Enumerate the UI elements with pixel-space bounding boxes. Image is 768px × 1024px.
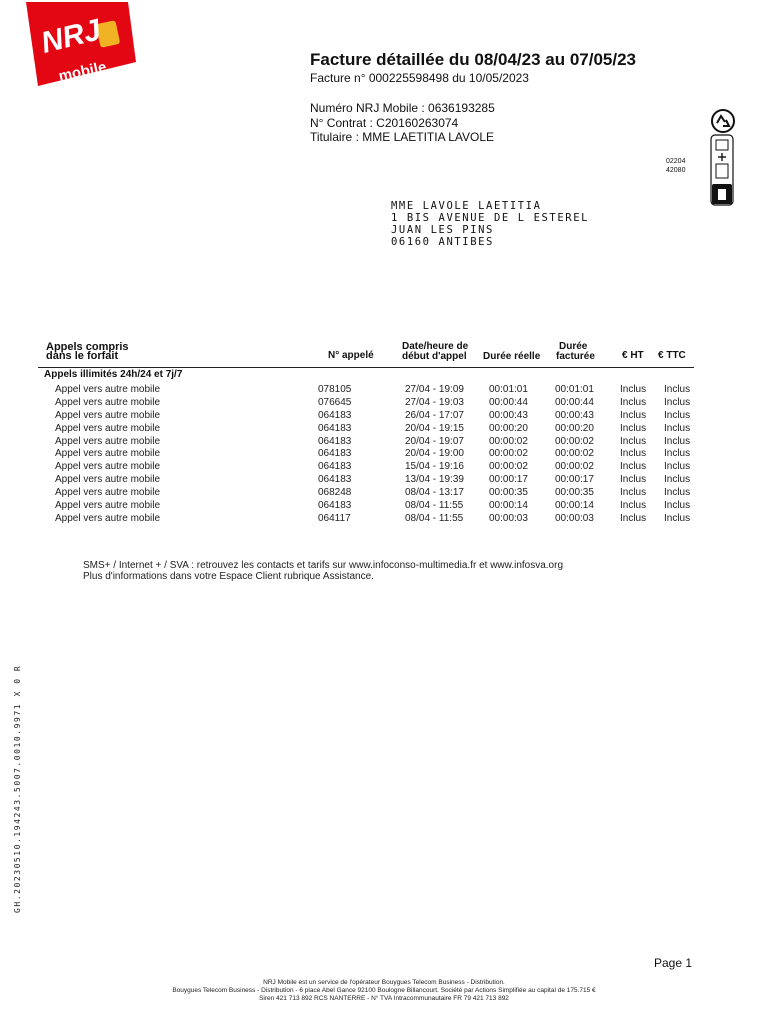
called-number: 064183 <box>318 461 352 473</box>
call-datetime: 08/04 - 11:55 <box>405 500 464 512</box>
real-duration: 00:00:20 <box>489 422 528 434</box>
called-number: 064183 <box>318 474 352 486</box>
call-type: Appel vers autre mobile <box>55 422 161 434</box>
header-date-1: Date/heure de <box>402 341 469 352</box>
table-row <box>0 513 768 526</box>
table-row <box>0 410 768 423</box>
real-duration: 00:01:01 <box>489 384 528 395</box>
contract-number: N° Contrat : C20160263074 <box>310 116 459 130</box>
billed-duration: 00:00:43 <box>555 409 594 421</box>
called-number: 078105 <box>318 384 352 395</box>
call-type: Appel vers autre mobile <box>55 512 161 524</box>
price-ttc: Inclus <box>664 512 691 524</box>
call-type: Appel vers autre mobile <box>55 448 161 460</box>
side-code-1: 02204 <box>666 158 686 165</box>
table-row <box>0 436 768 449</box>
billed-duration: 00:00:35 <box>555 487 594 499</box>
called-number: 076645 <box>318 396 352 408</box>
table-row <box>0 461 768 474</box>
billed-duration: 00:00:02 <box>555 448 594 460</box>
called-number: 068248 <box>318 487 352 499</box>
billed-duration: 00:00:44 <box>555 396 594 408</box>
header-real-duration: Durée réelle <box>483 351 541 362</box>
price-ht: Inclus <box>620 512 647 524</box>
call-datetime: 08/04 - 13:17 <box>405 487 464 499</box>
info-note-2: Plus d'informations dans votre Espace Client rubrique Assistance. <box>83 571 374 582</box>
logo-word: mobile <box>57 58 108 86</box>
call-datetime: 20/04 - 19:00 <box>405 448 464 460</box>
called-number: 064183 <box>318 409 352 421</box>
table-row <box>0 384 768 397</box>
header-billed-1: Durée <box>559 341 588 352</box>
billed-duration: 00:00:02 <box>555 435 594 447</box>
price-ht: Inclus <box>620 396 647 408</box>
call-datetime: 15/04 - 19:16 <box>405 461 464 473</box>
header-ttc: € TTC <box>658 350 686 361</box>
info-note-1: SMS+ / Internet + / SVA : retrouvez les contacts et tarifs sur www.infoconso-multimedia.fr et www.infosva.org <box>83 560 564 571</box>
called-number: 064183 <box>318 435 352 447</box>
real-duration: 00:00:03 <box>489 512 528 524</box>
account-holder: Titulaire : MME LAETITIA LAVOLE <box>310 130 495 144</box>
price-ttc: Inclus <box>664 487 691 499</box>
price-ht: Inclus <box>620 487 647 499</box>
real-duration: 00:00:14 <box>489 500 528 512</box>
price-ht: Inclus <box>620 435 647 447</box>
table-row <box>0 500 768 513</box>
address-line-4: 06160 ANTIBES <box>391 236 494 248</box>
call-type: Appel vers autre mobile <box>55 409 161 421</box>
price-ht: Inclus <box>620 422 647 434</box>
table-row <box>0 487 768 500</box>
billed-duration: 00:00:14 <box>555 500 594 512</box>
address-line-3: JUAN LES PINS <box>391 224 494 236</box>
real-duration: 00:00:17 <box>489 474 528 486</box>
real-duration: 00:00:02 <box>489 461 528 473</box>
address-line-2: 1 BIS AVENUE DE L ESTEREL <box>391 212 590 224</box>
table-row <box>0 423 768 436</box>
called-number: 064117 <box>318 512 351 524</box>
real-duration: 00:00:44 <box>489 396 528 408</box>
price-ht: Inclus <box>620 474 647 486</box>
price-ttc: Inclus <box>664 474 691 486</box>
call-type: Appel vers autre mobile <box>55 487 161 499</box>
section-title: Appels illimités 24h/24 et 7j/7 <box>44 369 183 380</box>
price-ttc: Inclus <box>664 384 691 395</box>
real-duration: 00:00:43 <box>489 409 528 421</box>
price-ht: Inclus <box>620 409 647 421</box>
call-datetime: 13/04 - 19:39 <box>405 474 464 486</box>
header-ht: € HT <box>622 350 644 361</box>
table-row <box>0 448 768 461</box>
price-ttc: Inclus <box>664 448 691 460</box>
billed-duration: 00:00:03 <box>555 512 594 524</box>
call-datetime: 27/04 - 19:09 <box>405 384 464 395</box>
table-row <box>0 474 768 487</box>
header-type-2: dans le forfait <box>46 350 119 362</box>
billed-duration: 00:01:01 <box>555 384 594 395</box>
real-duration: 00:00:02 <box>489 435 528 447</box>
page-number: Page 1 <box>654 956 693 970</box>
real-duration: 00:00:35 <box>489 487 528 499</box>
invoice-number: Facture n° 000225598498 du 10/05/2023 <box>310 71 529 85</box>
table-row <box>0 397 768 410</box>
price-ttc: Inclus <box>664 500 691 512</box>
real-duration: 00:00:02 <box>489 448 528 460</box>
footer-line-1: NRJ Mobile est un service de l'opérateur Bouygues Telecom Business - Distribution. <box>263 979 505 986</box>
sorting-info-icon <box>710 134 734 206</box>
address-line-1: MME LAVOLE LAETITIA <box>391 200 542 212</box>
called-number: 064183 <box>318 422 352 434</box>
call-type: Appel vers autre mobile <box>55 461 161 473</box>
price-ttc: Inclus <box>664 409 691 421</box>
call-type: Appel vers autre mobile <box>55 474 161 486</box>
called-number: 064183 <box>318 500 352 512</box>
price-ttc: Inclus <box>664 461 691 473</box>
call-type: Appel vers autre mobile <box>55 435 161 447</box>
call-datetime: 08/04 - 11:55 <box>405 512 464 524</box>
call-type: Appel vers autre mobile <box>55 500 161 512</box>
called-number: 064183 <box>318 448 352 460</box>
side-code-2: 42080 <box>666 167 686 174</box>
call-datetime: 26/04 - 17:07 <box>405 409 464 421</box>
call-type: Appel vers autre mobile <box>55 396 161 408</box>
price-ht: Inclus <box>620 500 647 512</box>
call-datetime: 20/04 - 19:07 <box>405 435 464 447</box>
call-datetime: 27/04 - 19:03 <box>405 396 464 408</box>
mobile-number: Numéro NRJ Mobile : 0636193285 <box>310 101 495 115</box>
call-datetime: 20/04 - 19:15 <box>405 422 464 434</box>
billed-duration: 00:00:02 <box>555 461 594 473</box>
table-divider <box>38 367 694 368</box>
footer-line-3: Siren 421 713 892 RCS NANTERRE - N° TVA Intracommunautaire FR 79 421 713 892 <box>259 995 509 1002</box>
calls-table <box>0 384 768 526</box>
call-type: Appel vers autre mobile <box>55 384 161 395</box>
price-ht: Inclus <box>620 461 647 473</box>
price-ht: Inclus <box>620 448 647 460</box>
price-ttc: Inclus <box>664 435 691 447</box>
price-ht: Inclus <box>620 384 647 395</box>
header-type-1: Appels compris <box>46 341 129 353</box>
vertical-tracking-code: GH.20230510.194243.5007.0010.9971 X 0 R <box>13 664 22 913</box>
logo-letters: NRJ <box>37 13 105 60</box>
billed-duration: 00:00:20 <box>555 422 594 434</box>
header-date-2: début d'appel <box>402 351 467 362</box>
footer-line-2: Bouygues Telecom Business - Distribution - 6 place Abel Gance 92100 Boulogne Billancourt. Société par Actions Simplifiée au capital de 175.715 € <box>172 987 596 994</box>
recycle-icon <box>710 108 736 134</box>
header-number: N° appelé <box>328 350 374 361</box>
invoice-title: Facture détaillée du 08/04/23 au 07/05/23 <box>310 50 637 69</box>
nrj-mobile-logo <box>24 2 136 86</box>
billed-duration: 00:00:17 <box>555 474 594 486</box>
price-ttc: Inclus <box>664 396 691 408</box>
header-billed-2: facturée <box>556 351 595 362</box>
price-ttc: Inclus <box>664 422 691 434</box>
